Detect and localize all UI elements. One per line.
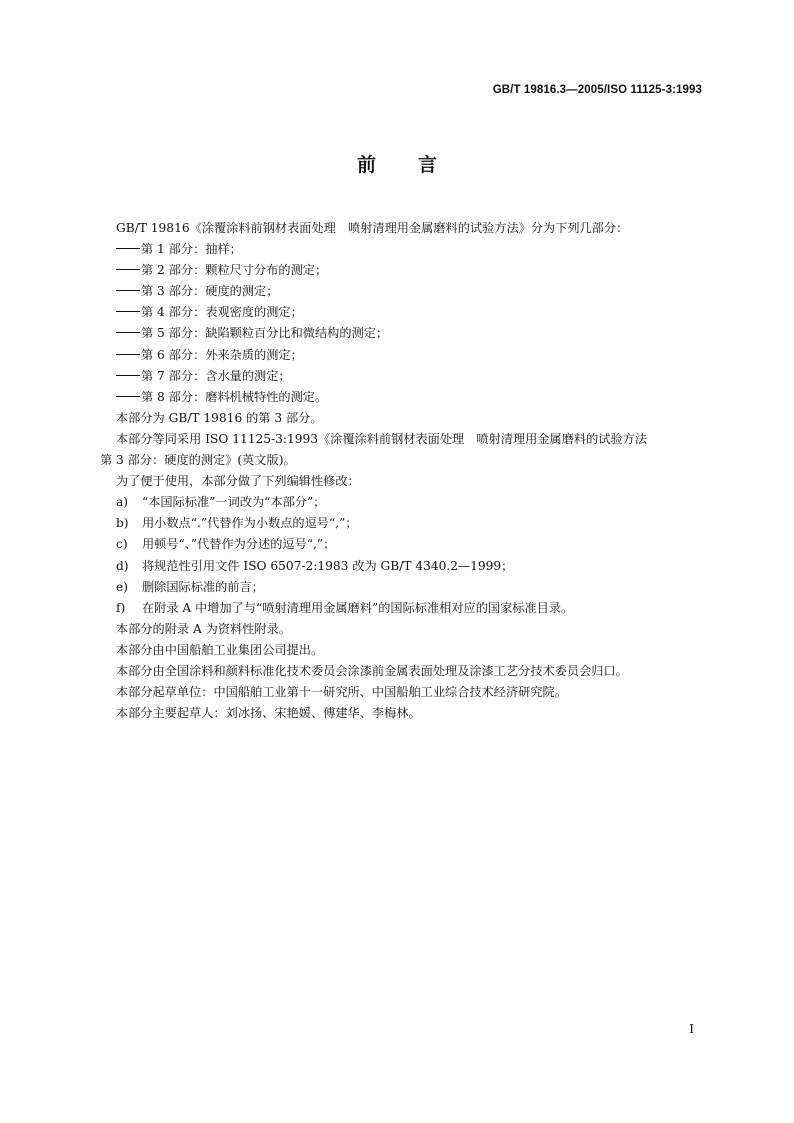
edit-item: [104, 513, 704, 534]
edits-intro: 为了便于使用，本部分做了下列编辑性修改：: [116, 474, 360, 489]
edit-marker: c): [116, 537, 128, 552]
page-number: I: [689, 1022, 694, 1036]
edit-marker: f): [116, 600, 126, 615]
part-text: 第 2 部分：颗粒尺寸分布的测定；: [141, 263, 328, 278]
edit-marker: a): [116, 495, 129, 510]
standard-code-header: GB/T 19816.3—2005/ISO 11125-3:1993: [492, 84, 702, 96]
part-item: [104, 345, 704, 366]
committee-statement: 本部分由全国涂料和颜料标准化技术委员会涂漆前金属表面处理及涂漆工艺分技术委员会归口。: [116, 663, 628, 678]
part-statement: 本部分为 GB/T 19816 的第 3 部分。: [116, 410, 323, 425]
edit-item: [104, 556, 704, 577]
part-item: [104, 323, 704, 344]
part-text: 第 5 部分：缺陷颗粒百分比和微结构的测定；: [141, 326, 389, 341]
part-item: [104, 366, 704, 387]
dash-mark: [116, 332, 140, 333]
part-item: [104, 302, 704, 323]
part-text: 第 4 部分：表观密度的测定；: [141, 305, 303, 320]
drafting-units: 本部分起草单位：中国船舶工业第十一研究所、中国船舶工业综合技术经济研究院。: [116, 685, 567, 700]
part-text: 第 1 部分：抽样；: [141, 242, 242, 257]
edit-text: “本国际标准”一词改为“本部分”；: [142, 495, 326, 510]
edit-text: 用顿号“、”代替作为分述的逗号“,”；: [142, 537, 336, 552]
foreword-title: [0, 150, 794, 177]
foreword-body: [100, 218, 704, 724]
part-text: 第 7 部分：含水量的测定；: [141, 368, 291, 383]
part-text: 第 6 部分：外来杂质的测定；: [141, 347, 303, 362]
drafters: 本部分主要起草人：刘冰扬、宋艳媛、傅建华、李梅林。: [116, 706, 421, 721]
adoption-line-1: 本部分等同采用 ISO 11125-3:1993《涂覆涂料前钢材表面处理 喷射清理用金属磨料的试验方法: [116, 431, 648, 446]
part-text: 第 3 部分：硬度的测定；: [141, 284, 279, 299]
edit-item: [104, 534, 704, 555]
title-char-2: 言: [418, 154, 438, 176]
edit-text: 用小数点“.”代替作为小数点的逗号“,”；: [142, 516, 358, 531]
dash-mark: [116, 248, 140, 249]
dash-mark: [116, 290, 140, 291]
edit-marker: e): [116, 579, 128, 594]
edit-text: 删除国际标准的前言；: [142, 579, 264, 594]
annex-note: 本部分的附录 A 为资料性附录。: [116, 621, 291, 636]
edit-marker: d): [116, 558, 129, 573]
dash-mark: [116, 269, 140, 270]
dash-mark: [116, 311, 140, 312]
dash-mark: [116, 396, 140, 397]
edit-item: [104, 492, 704, 513]
part-text: 第 8 部分：磨料机械特性的测定。: [141, 389, 328, 404]
adoption-line-2: 第 3 部分：硬度的测定》(英文版)。: [100, 453, 296, 468]
edit-item: [104, 577, 704, 598]
intro-paragraph: GB/T 19816《涂覆涂料前钢材表面处理 喷射清理用金属磨料的试验方法》分为下列几部分：: [116, 221, 629, 235]
edit-text: 在附录 A 中增加了与“喷射清理用金属磨料”的国际标准相对应的国家标准目录。: [142, 600, 574, 615]
title-char-1: 前: [356, 154, 376, 176]
edit-marker: b): [116, 516, 129, 531]
part-item: [104, 239, 704, 260]
proposer-statement: 本部分由中国船舶工业集团公司提出。: [116, 642, 324, 657]
edit-item: [104, 598, 704, 619]
part-item: [104, 387, 704, 408]
part-item: [104, 260, 704, 281]
part-item: [104, 281, 704, 302]
edit-text: 将规范性引用文件 ISO 6507-2:1983 改为 GB/T 4340.2—1999；: [142, 558, 514, 573]
dash-mark: [116, 354, 140, 355]
dash-mark: [116, 375, 140, 376]
